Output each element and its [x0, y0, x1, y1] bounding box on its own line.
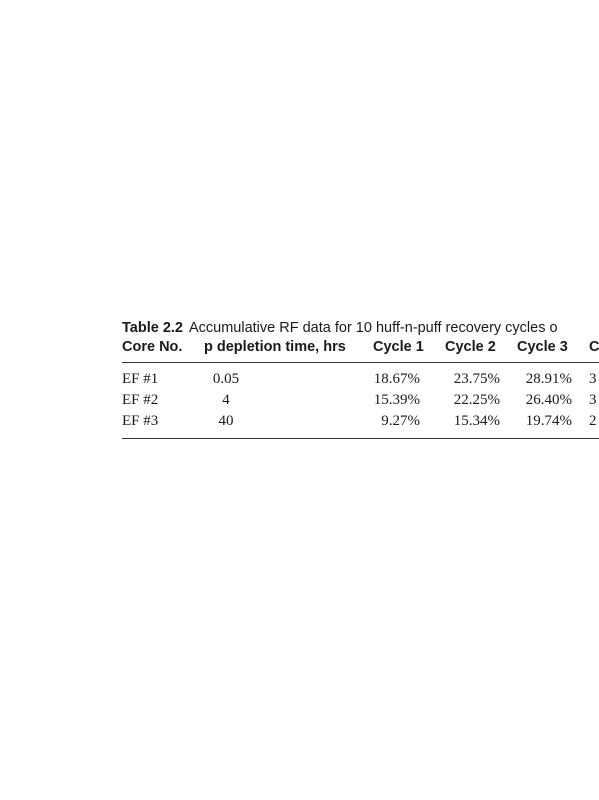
header-depletion-time: p depletion time, hrs — [204, 339, 346, 355]
cell-depletion-time: 4 — [222, 392, 230, 408]
header-cycle-2: Cycle 2 — [445, 339, 496, 355]
cell-cycle-3: 19.74% — [525, 413, 572, 429]
cell-cycle-3: 26.40% — [525, 392, 572, 408]
data-table — [122, 318, 599, 429]
cell-cycle-4-cut: 3 — [589, 392, 597, 408]
table-row — [122, 413, 599, 434]
table-caption — [122, 318, 599, 338]
table-bottom-rule — [122, 438, 599, 439]
cell-cycle-4-cut: 2 — [589, 413, 597, 429]
header-core-no: Core No. — [122, 339, 183, 355]
cell-core-no: EF #2 — [122, 392, 159, 408]
cell-cycle-4-cut: 3 — [589, 371, 597, 387]
table-caption-label: Table 2.2 — [122, 320, 183, 336]
cell-cycle-2: 15.34% — [453, 413, 500, 429]
header-cycle-4-cut: C — [589, 339, 599, 355]
table-header-row — [122, 338, 599, 360]
table-body — [122, 371, 599, 434]
table-top-rule — [122, 362, 599, 363]
table-row — [122, 392, 599, 413]
header-cycle-1: Cycle 1 — [373, 339, 424, 355]
cell-cycle-1: 9.27% — [381, 413, 420, 429]
table-caption-text: Accumulative RF data for 10 huff-n-puff recovery cycles o — [188, 320, 558, 336]
cell-core-no: EF #1 — [122, 371, 159, 387]
cell-cycle-2: 23.75% — [453, 371, 500, 387]
cell-cycle-2: 22.25% — [453, 392, 500, 408]
cell-cycle-3: 28.91% — [525, 371, 572, 387]
table-row — [122, 371, 599, 392]
cell-depletion-time: 40 — [218, 413, 234, 429]
header-cycle-3: Cycle 3 — [517, 339, 568, 355]
cell-depletion-time: 0.05 — [212, 371, 240, 387]
cell-core-no: EF #3 — [122, 413, 159, 429]
cell-cycle-1: 15.39% — [373, 392, 420, 408]
cell-cycle-1: 18.67% — [373, 371, 420, 387]
